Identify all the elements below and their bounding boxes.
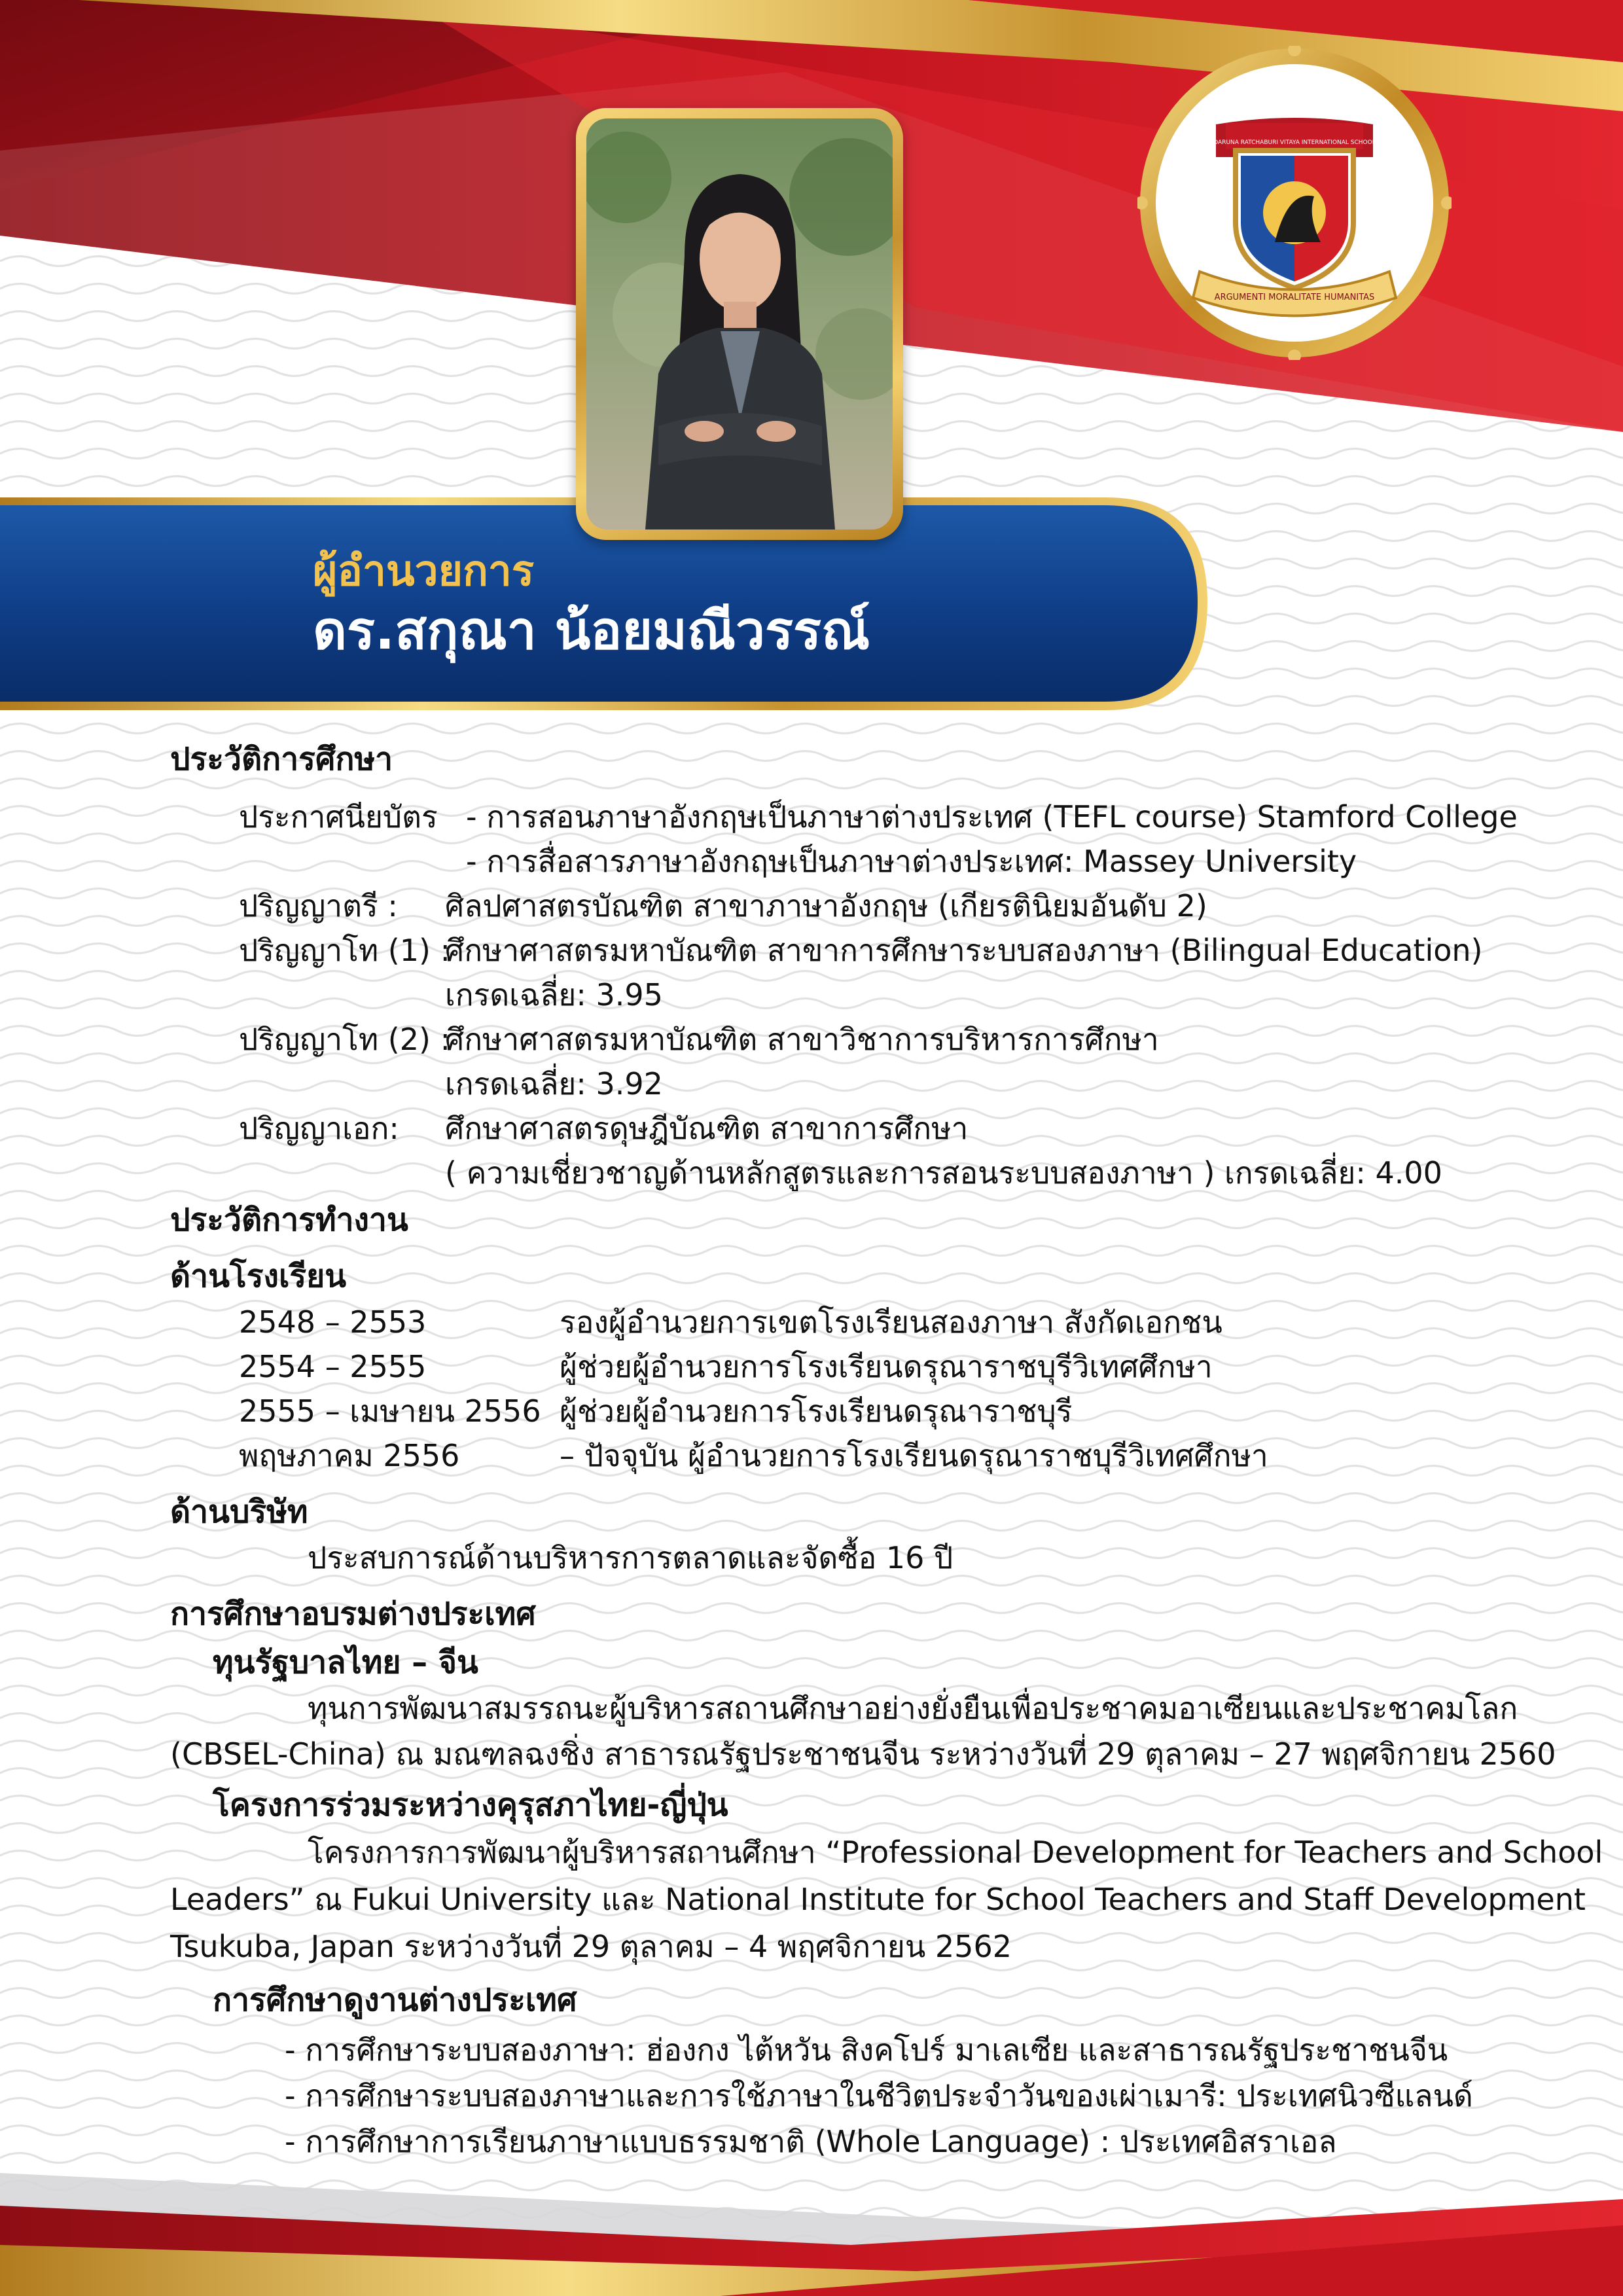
japan-text: Tsukuba, Japan ระหว่างวันที่ 29 ตุลาคม – 4 พฤศจิกายน 2562 xyxy=(170,1929,1012,1964)
visit-item: - การศึกษาระบบสองภาษาและการใช้ภาษาในชีวิตประจำวันของเผ่าเมารี: ประเทศนิวซีแลนด์ xyxy=(285,2078,1473,2113)
master1-label: ปริญญาโท (1) : xyxy=(239,933,451,968)
japan-heading: โครงการร่วมระหว่างคุรุสภาไทย-ญี่ปุ่น xyxy=(213,1787,728,1823)
bachelor-value: ศิลปศาสตรบัณฑิต สาขาภาษาอังกฤษ (เกียรตินิยมอันดับ 2) xyxy=(445,888,1207,924)
seal-ring-text: DARUNA RATCHABURI VITAYA INTERNATIONAL SCHOOL xyxy=(1213,139,1376,146)
abroad-heading: การศึกษาอบรมต่างประเทศ xyxy=(170,1596,536,1632)
company-text: ประสบการณ์ด้านบริหารการตลาดและจัดซื้อ 16 ปี xyxy=(308,1540,954,1575)
work-heading: ประวัติการทำงาน xyxy=(170,1202,408,1238)
doctor-value: ศึกษาศาสตรดุษฎีบัณฑิต สาขาการศึกษา xyxy=(445,1111,969,1146)
doctor-detail: ( ความเชี่ยวชาญด้านหลักสูตรและการสอนระบบสองภาษา ) เกรดเฉลี่ย: 4.00 xyxy=(445,1155,1442,1191)
school-role: ผู้ช่วยผู้อำนวยการโรงเรียนดรุณาราชบุรี xyxy=(560,1393,1073,1429)
japan-text: Leaders” ณ Fukui University และ National Institute for School Teachers and Staff Development xyxy=(170,1882,1586,1917)
master2-gpa: เกรดเฉลี่ย: 3.92 xyxy=(445,1066,663,1102)
seal-ribbon-text: ARGUMENTI MORALITATE HUMANITAS xyxy=(1214,293,1375,302)
certificate-label: ประกาศนียบัตร xyxy=(239,799,438,834)
master1-value: ศึกษาศาสตรมหาบัณฑิต สาขาการศึกษาระบบสองภาษา (Bilingual Education) xyxy=(445,933,1483,968)
school-period: 2554 – 2555 xyxy=(239,1349,427,1384)
education-heading: ประวัติการศึกษา xyxy=(170,741,393,778)
bachelor-label: ปริญญาตรี : xyxy=(239,888,398,924)
visit-item: - การศึกษาระบบสองภาษา: ฮ่องกง ไต้หวัน สิงคโปร์ มาเลเซีย และสาธารณรัฐประชาชนจีน xyxy=(285,2032,1448,2068)
school-period: 2548 – 2553 xyxy=(239,1304,427,1340)
company-heading: ด้านบริษัท xyxy=(170,1494,308,1530)
director-name: ดร.สกุณา น้อยมณีวรรณ์ xyxy=(313,600,870,661)
school-heading: ด้านโรงเรียน xyxy=(170,1258,347,1295)
master2-value: ศึกษาศาสตรมหาบัณฑิต สาขาวิชาการบริหารการศึกษา xyxy=(445,1022,1159,1057)
scholarship-text: (CBSEL-China) ณ มณฑลฉงชิ่ง สาธารณรัฐประชาชนจีน ระหว่างวันที่ 29 ตุลาคม – 27 พฤศจิกายน 2560 xyxy=(170,1736,1556,1772)
certificate-item: - การสอนภาษาอังกฤษเป็นภาษาต่างประเทศ (TEFL course) Stamford College xyxy=(466,799,1518,834)
scholarship-heading: ทุนรัฐบาลไทย – จีน xyxy=(213,1644,478,1681)
visit-item: - การศึกษาการเรียนภาษาแบบธรรมชาติ (Whole Language) : ประเทศอิสราเอล xyxy=(285,2124,1337,2159)
position-title: ผู้อำนวยการ xyxy=(313,547,535,596)
scholarship-text: ทุนการพัฒนาสมรรถนะผู้บริหารสถานศึกษาอย่างยั่งยืนเพื่อประชาคมอาเซียนและประชาคมโลก xyxy=(308,1691,1518,1726)
doctor-label: ปริญญาเอก: xyxy=(239,1111,399,1146)
school-role: รองผู้อำนวยการเขตโรงเรียนสองภาษา สังกัดเอกชน xyxy=(560,1304,1222,1340)
visit-heading: การศึกษาดูงานต่างประเทศ xyxy=(213,1982,577,2018)
school-period: พฤษภาคม 2556 xyxy=(239,1438,460,1473)
school-role: ผู้ช่วยผู้อำนวยการโรงเรียนดรุณาราชบุรีวิเทศศึกษา xyxy=(560,1349,1213,1384)
school-role: – ปัจจุบัน ผู้อำนวยการโรงเรียนดรุณาราชบุรีวิเทศศึกษา xyxy=(560,1438,1268,1473)
master1-gpa: เกรดเฉลี่ย: 3.95 xyxy=(445,977,663,1013)
certificate-item: - การสื่อสารภาษาอังกฤษเป็นภาษาต่างประเทศ: Massey University xyxy=(466,844,1357,879)
school-period: 2555 – เมษายน 2556 xyxy=(239,1393,541,1429)
master2-label: ปริญญาโท (2) : xyxy=(239,1022,451,1057)
japan-text: โครงการการพัฒนาผู้บริหารสถานศึกษา “Professional Development for Teachers and School xyxy=(308,1835,1603,1870)
